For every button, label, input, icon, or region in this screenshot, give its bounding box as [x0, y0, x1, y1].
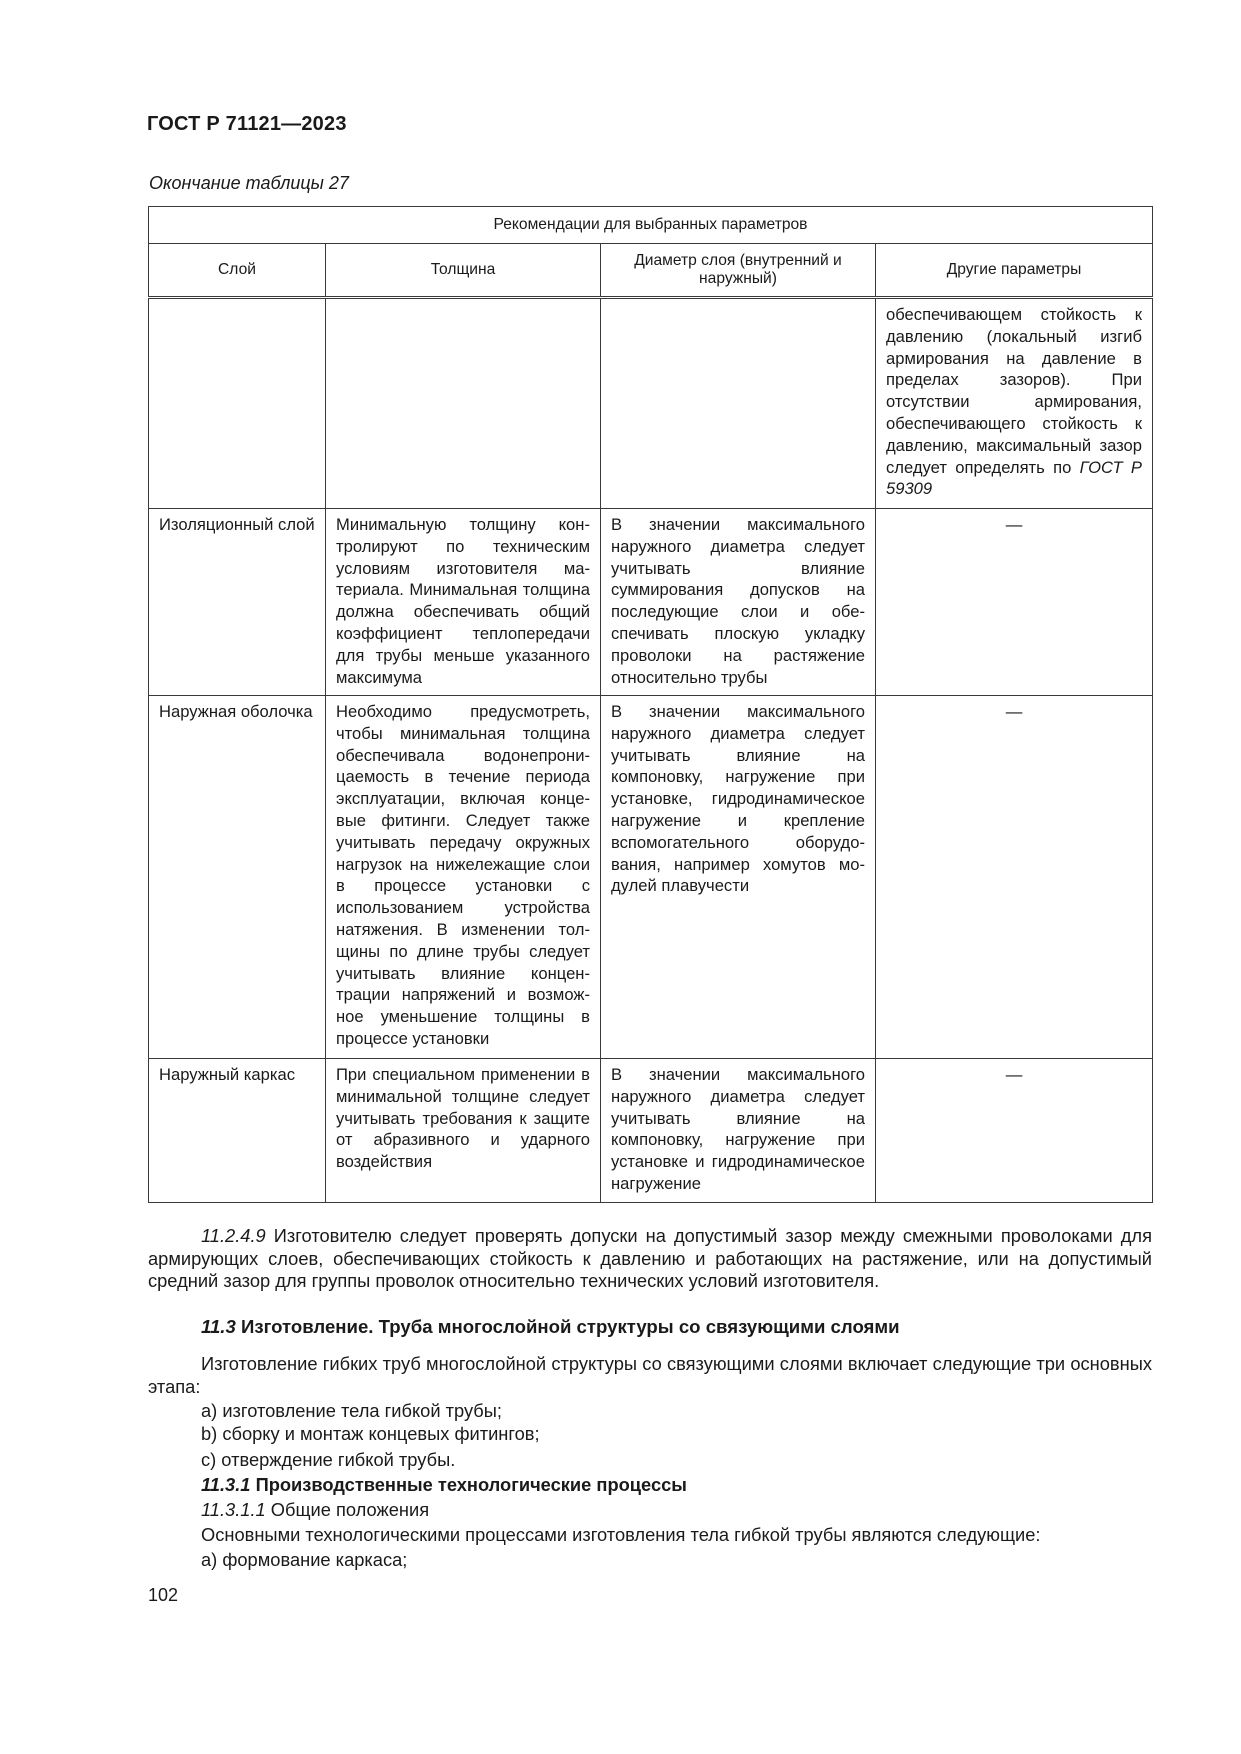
table-cell-thickness: При специальном применении в минимальной толщине следует учитывать требования к защите от абразивного и ударного воздействия [326, 1059, 601, 1203]
table-cell-diameter: В значении максимального наружного диаметра следует учитывать влияние на компоновку, нагружение при установке, гидродинамическое нагружение и крепление вспомогательного оборудования, например хомутов модулей плавучести [601, 696, 876, 1059]
super-header: Рекомендации для выбранных параметров [149, 207, 1153, 244]
section-heading-11-3-1 [201, 1474, 687, 1497]
list-item: a) изготовление тела гибкой трубы; [201, 1400, 502, 1421]
table-cell-other: — [876, 509, 1153, 696]
list-item: c) отверждение гибкой трубы. [201, 1449, 456, 1470]
column-header-other: Другие параметры [876, 244, 1153, 298]
recommendations-table [148, 206, 1153, 1203]
table-row [149, 696, 1153, 1059]
table-super-header-row [149, 207, 1153, 244]
column-header-thickness: Толщина [326, 244, 601, 298]
table-cell-layer: Наружный каркас [149, 1059, 326, 1203]
page-number: 102 [148, 1585, 179, 1605]
standard-reference: ГОСТ Р 59309 [886, 457, 1142, 499]
paragraph-11-2-4-9 [148, 1225, 1152, 1293]
paragraph-stages: Изготовление гибких труб многослойной структуры со связующими слоями включает следующие три основных этапа: [148, 1353, 1152, 1397]
table-cell-thickness: Минимальную толщину контролируют по техническим условиям изготовителя материала. Минимальная толщина должна обеспечивать общий коэффициент теплопередачи для трубы меньше указанного максимума [326, 509, 601, 696]
table-cell-diameter: В значении максимального наружного диаметра следует учитывать влияние суммирования допусков на последующие слои и обеспечивать плоскую укладку проволоки на растяжение относительно трубы [601, 509, 876, 696]
list-item: a) формование каркаса; [201, 1549, 408, 1570]
table-row [149, 298, 1153, 509]
table-cell-other [876, 298, 1153, 509]
table-cell-other: — [876, 1059, 1153, 1203]
section-number: 11.3.1 [201, 1474, 251, 1495]
table-row [149, 1059, 1153, 1203]
clause-number: 11.2.4.9 [201, 1225, 266, 1246]
table-cell-other: — [876, 696, 1153, 1059]
subsection-heading-11-3-1-1 [201, 1499, 429, 1522]
table-cell-layer: Изоляционный слой [149, 509, 326, 696]
table-cell-thickness: Необходимо предусмотреть, чтобы минимальная толщина обеспечивала водонепроницаемость в течение периода эксплуатации, включая концевые фитинги. Следует также учитывать передачу окружных нагрузок на нижележащие слои в процессе установки с использованием устройства натяжения. В изменении толщины по длине трубы следует учитывать влияние концентрации напряжений и возможное уменьшение толщины в процессе установки [326, 696, 601, 1059]
section-title: Общие положения [265, 1499, 430, 1520]
paragraph-processes: Основными технологическими процессами изготовления тела гибкой трубы являются следующие: [201, 1524, 1041, 1545]
table-cell [326, 298, 601, 509]
table-cell-layer: Наружная оболочка [149, 696, 326, 1059]
section-title: Изготовление. Труба многослойной структуры со связующими слоями [235, 1316, 900, 1337]
column-header-diameter: Диаметр слоя (внутренний и наружный) [601, 244, 876, 298]
table-header-row [149, 244, 1153, 298]
document-code: ГОСТ Р 71121—2023 [147, 113, 347, 135]
table-cell-diameter: В значении максимального наружного диаметра следует учитывать влияние на компоновку, нагружение при установке и гидродинамическое нагружение [601, 1059, 876, 1203]
table-row [149, 509, 1153, 696]
section-title: Производственные технологические процессы [250, 1474, 687, 1495]
paragraph-text: Изготовителю следует проверять допуски на допустимый зазор между смежными проволоками для армирующих слоев, обеспечивающих стойкость к давлению и работающих на растяжение, или на допустимый средний зазор для группы проволок относительно технических условий изготовителя. [148, 1225, 1152, 1291]
table-cell [601, 298, 876, 509]
section-heading-11-3 [201, 1316, 900, 1339]
table-caption: Окончание таблицы 27 [149, 173, 349, 193]
table-cell [149, 298, 326, 509]
continued-text: обеспечивающем стойкость к давлению (локальный изгиб армирования на давление в пределах зазоров). При отсутствии армирования, обеспечивающего стойкость к давлению, максимальный зазор следует определять по [886, 305, 1142, 477]
section-number: 11.3.1.1 [201, 1499, 266, 1520]
column-header-layer: Слой [149, 244, 326, 298]
section-number: 11.3 [201, 1316, 236, 1337]
list-item: b) сборку и монтаж концевых фитингов; [201, 1423, 540, 1444]
